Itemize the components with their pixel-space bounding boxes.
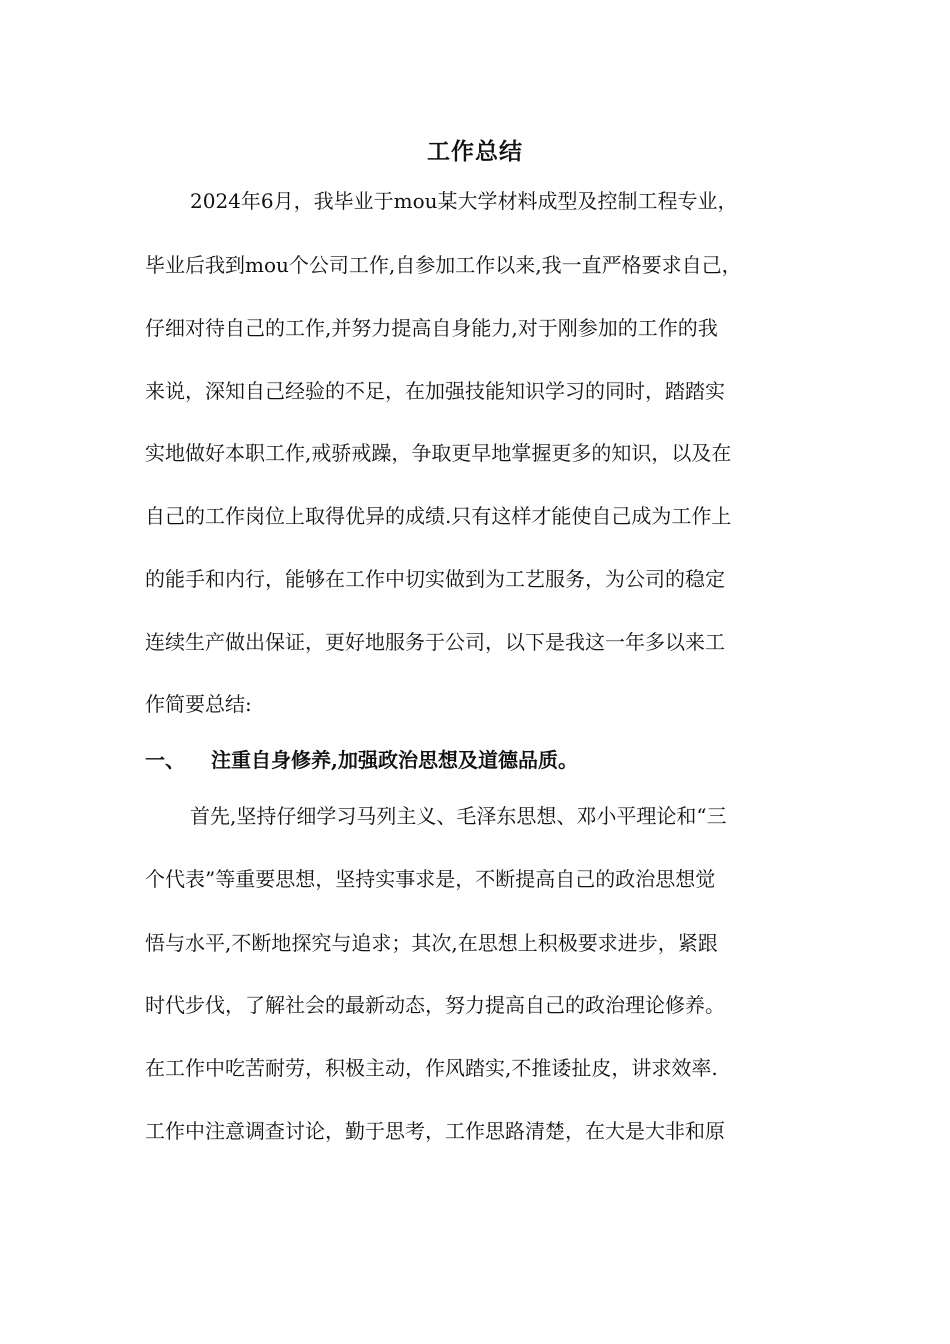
paragraph-line: 个代表”等重要思想，坚持实事求是，不断提高自己的政治思想觉 [145, 867, 716, 891]
paragraph-line: 工作中注意调查讨论，勤于思考，工作思路清楚，在大是大非和原 [145, 1119, 725, 1143]
paragraph-line: 仔细对待自己的工作,并努力提高自身能力,对于刚参加的工作的我 [145, 316, 718, 340]
paragraph-line: 实地做好本职工作,戒骄戒躁，争取更早地掌握更多的知识，以及在 [145, 441, 732, 465]
document-title: 工作总结 [427, 138, 523, 165]
paragraph-line: 首先,坚持仔细学习马列主义、毛泽东思想、邓小平理论和“三 [190, 804, 727, 828]
paragraph-line: 来说，深知自己经验的不足，在加强技能知识学习的同时，踏踏实 [145, 379, 725, 403]
section-heading [145, 745, 810, 775]
section-heading-text: 注重自身修养,加强政治思想及道德品质。 [211, 748, 578, 772]
paragraph-line: 悟与水平,不断地探究与追求；其次,在思想上积极要求进步，紧跟 [145, 931, 718, 955]
paragraph-line: 在工作中吃苦耐劳，积极主动，作风踏实,不推诿扯皮，讲求效率. [145, 1056, 718, 1080]
paragraph-line: 连续生产做出保证，更好地服务于公司，以下是我这一年多以来工 [145, 630, 725, 654]
paragraph-line: 时代步伐，了解社会的最新动态，努力提高自己的政治理论修养。 [145, 993, 725, 1017]
paragraph-line: 自己的工作岗位上取得优异的成绩.只有这样才能使自己成为工作上 [145, 504, 732, 528]
paragraph-line: 毕业后我到mou个公司工作,自参加工作以来,我一直严格要求自己， [145, 253, 742, 277]
paragraph-line: 作简要总结: [145, 692, 252, 716]
paragraph-line: 2024年6月，我毕业于mou某大学材料成型及控制工程专业， [190, 189, 738, 213]
paragraph-line: 的能手和内行，能够在工作中切实做到为工艺服务，为公司的稳定 [145, 567, 725, 591]
section-number: 一、 [145, 748, 185, 772]
